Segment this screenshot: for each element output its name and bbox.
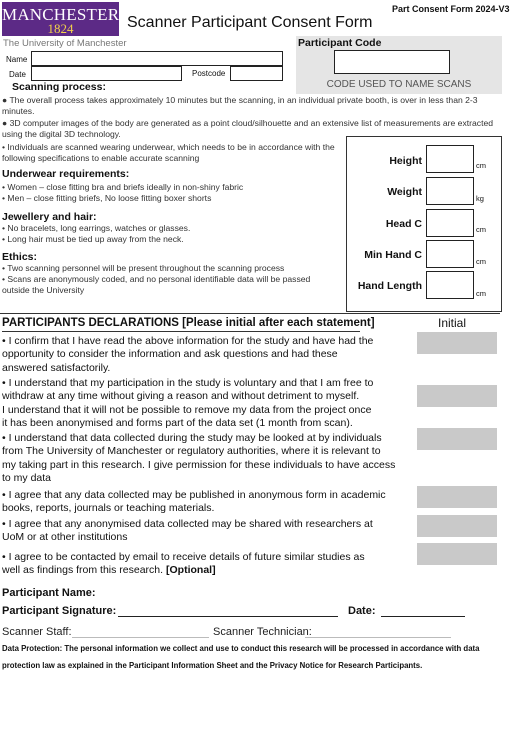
declaration-1-initial-box[interactable] xyxy=(417,332,497,354)
name-field[interactable] xyxy=(31,51,283,66)
declarations-heading: PARTICIPANTS DECLARATIONS [Please initial after each statement] xyxy=(2,317,375,329)
ethics-bullet-1-text: Two scanning personnel will be present throughout the scanning process xyxy=(7,263,285,273)
optional-tag: [Optional] xyxy=(166,564,216,577)
logo-year: 1824 xyxy=(47,21,74,36)
declaration-6-initial-box[interactable] xyxy=(417,543,497,565)
height-unit: cm xyxy=(476,161,486,170)
date-label: Date xyxy=(9,70,26,79)
declaration-2-initial-box[interactable] xyxy=(417,385,497,407)
declaration-5-initial-box[interactable] xyxy=(417,515,497,537)
declaration-3-line-4: to my data xyxy=(2,472,52,485)
declaration-5 xyxy=(2,518,412,545)
declaration-6-line-2 xyxy=(2,564,412,577)
declarations-underline xyxy=(2,331,360,332)
underwear-bullet-2-text: Men – close fitting briefs, No loose fitting boxer shorts xyxy=(7,193,212,203)
declaration-5-line-2: UoM or at other institutions xyxy=(2,531,128,544)
underwear-bullet-1: • Women – close fitting bra and briefs ideally in non-shiny fabric xyxy=(2,182,244,192)
min-hand-circumference-unit: cm xyxy=(476,257,486,266)
scanning-heading: Scanning process: xyxy=(12,81,106,93)
declaration-4 xyxy=(2,489,412,516)
underwear-heading: Underwear requirements: xyxy=(2,168,130,180)
declaration-3-initial-box[interactable] xyxy=(417,428,497,450)
form-title: Scanner Participant Consent Form xyxy=(127,14,373,31)
participant-signature-line[interactable] xyxy=(118,616,338,617)
postcode-field[interactable] xyxy=(230,66,283,81)
declaration-6 xyxy=(2,551,412,578)
jewellery-heading: Jewellery and hair: xyxy=(2,211,97,223)
participant-code-field[interactable] xyxy=(334,50,450,74)
declaration-2-line-2: withdraw at any time without giving a reason and without detriment to myself. xyxy=(2,390,360,403)
ethics-bullet-2-text: Scans are anonymously coded, and no personal identifiable data will be passed outside the University xyxy=(2,274,311,295)
weight-label: Weight xyxy=(387,186,422,198)
height-field[interactable] xyxy=(426,145,474,173)
participant-name-label: Participant Name: xyxy=(2,587,96,599)
scanner-technician-label: Scanner Technician: xyxy=(213,626,312,638)
declaration-1 xyxy=(2,335,412,375)
scanner-staff-label: Scanner Staff: xyxy=(2,626,72,638)
declaration-2 xyxy=(2,377,412,431)
logo-wordmark: MANCHESTER xyxy=(2,5,120,24)
hand-length-field[interactable] xyxy=(426,271,474,299)
scanning-bullet-1-text: The overall process takes approximately 10 minutes but the scanning, in an individual private booth, is over in less than 2-3 minutes. xyxy=(2,95,478,116)
date-field[interactable] xyxy=(31,66,182,81)
weight-field[interactable] xyxy=(426,177,474,205)
hand-length-unit: cm xyxy=(476,289,486,298)
form-version: Part Consent Form 2024-V3 xyxy=(392,4,510,14)
participant-code-title: Participant Code xyxy=(298,37,382,49)
underwear-bullet-1-text: Women – close fitting bra and briefs ideally in non-shiny fabric xyxy=(7,182,244,192)
declaration-4-initial-box[interactable] xyxy=(417,486,497,508)
declaration-2-line-1: • I understand that my participation in the study is voluntary and that I am free to xyxy=(2,377,374,389)
jewellery-bullet-2: • Long hair must be tied up away from the neck. xyxy=(2,234,184,244)
scanner-staff-line[interactable] xyxy=(72,637,209,638)
head-circumference-label: Head C xyxy=(385,218,422,230)
declaration-2-line-4: it has been anonymised and forms part of the data set (1 month from scan). xyxy=(2,417,353,430)
ethics-bullet-2: • Scans are anonymously coded, and no personal identifiable data will be passed outside the University xyxy=(2,274,311,295)
participant-signature-label: Participant Signature: xyxy=(2,605,117,617)
declaration-6-line-1: • I agree to be contacted by email to receive details of future similar studies as xyxy=(2,551,365,563)
declaration-1-line-1: • I confirm that I have read the above information for the study and have had the xyxy=(2,335,374,347)
declaration-3-line-3: my taking part in this research. I give permission for these individuals to have access xyxy=(2,458,396,471)
section-divider xyxy=(0,313,500,314)
weight-unit: kg xyxy=(476,194,484,203)
scanning-bullet-2-text: 3D computer images of the body are generated as a point cloud/silhouette and an extensive list of measurements are extracted using the digital 3D technology. xyxy=(2,118,494,139)
min-hand-circumference-label: Min Hand C xyxy=(364,249,422,261)
scanning-bullet-1: ● The overall process takes approximately 10 minutes but the scanning, in an individual private booth, is over in less than 2-3 minutes. xyxy=(2,95,478,116)
ethics-heading: Ethics: xyxy=(2,251,38,263)
jewellery-bullet-2-text: Long hair must be tied up away from the neck. xyxy=(7,234,184,244)
university-logo xyxy=(2,2,119,36)
declaration-3-line-1: • I understand that data collected during the study may be looked at by individuals xyxy=(2,432,382,444)
data-protection-label: Data Protection: xyxy=(2,644,63,653)
declaration-1-line-2: opportunity to consider the information and ask questions and had these xyxy=(2,348,338,361)
hand-length-label: Hand Length xyxy=(357,280,422,292)
scanning-bullet-2: ● 3D computer images of the body are generated as a point cloud/silhouette and an extensive list of measurements are extracted using the digital 3D technology. xyxy=(2,118,494,139)
data-protection-text: The personal information we collect and use to conduct this research will be processed in accordance with data protection law as explained in the Participant Information Sheet and the Privacy Notice for Research Participants. xyxy=(2,644,480,670)
jewellery-bullet-1-text: No bracelets, long earrings, watches or glasses. xyxy=(7,223,191,233)
head-circumference-unit: cm xyxy=(476,225,486,234)
participant-code-caption: CODE USED TO NAME SCANS xyxy=(326,79,472,90)
declaration-4-line-1: • I agree that any data collected may be published in anonymous form in academic xyxy=(2,489,386,501)
scanning-bullet-3: • Individuals are scanned wearing underwear, which needs to be in accordance with the following specifications to enable accurate scanning xyxy=(2,142,335,163)
ethics-bullet-1: • Two scanning personnel will be present throughout the scanning process xyxy=(2,263,285,273)
min-hand-circumference-field[interactable] xyxy=(426,240,474,268)
declaration-4-line-2: books, reports, journals or teaching materials. xyxy=(2,502,215,515)
declaration-3 xyxy=(2,432,412,486)
name-label: Name xyxy=(6,55,28,64)
underwear-bullet-2: • Men – close fitting briefs, No loose fitting boxer shorts xyxy=(2,193,212,203)
declaration-6-line-2-text: well as findings from this research. xyxy=(2,564,164,577)
height-label: Height xyxy=(389,155,422,167)
university-name: The University of Manchester xyxy=(3,38,127,49)
postcode-label: Postcode xyxy=(192,69,226,78)
declaration-1-line-3: answered satisfactorily. xyxy=(2,361,111,374)
scanning-bullet-3-text: Individuals are scanned wearing underwear, which needs to be in accordance with the following specifications to enable accurate scanning xyxy=(2,142,335,163)
scanner-technician-line[interactable] xyxy=(305,637,451,638)
jewellery-bullet-1: • No bracelets, long earrings, watches or glasses. xyxy=(2,223,191,233)
head-circumference-field[interactable] xyxy=(426,209,474,237)
initial-column-heading: Initial xyxy=(438,316,467,330)
signature-date-line[interactable] xyxy=(381,616,465,617)
data-protection-notice xyxy=(2,641,502,674)
declaration-5-line-1: • I agree that any anonymised data collected may be shared with researchers at xyxy=(2,518,373,530)
declaration-3-line-2: from The University of Manchester or regulatory authorities, where it is relevant to xyxy=(2,445,381,458)
declaration-2-line-3: I understand that it will not be possible to remove my data from the project once xyxy=(2,403,372,416)
signature-date-label: Date: xyxy=(348,605,376,617)
